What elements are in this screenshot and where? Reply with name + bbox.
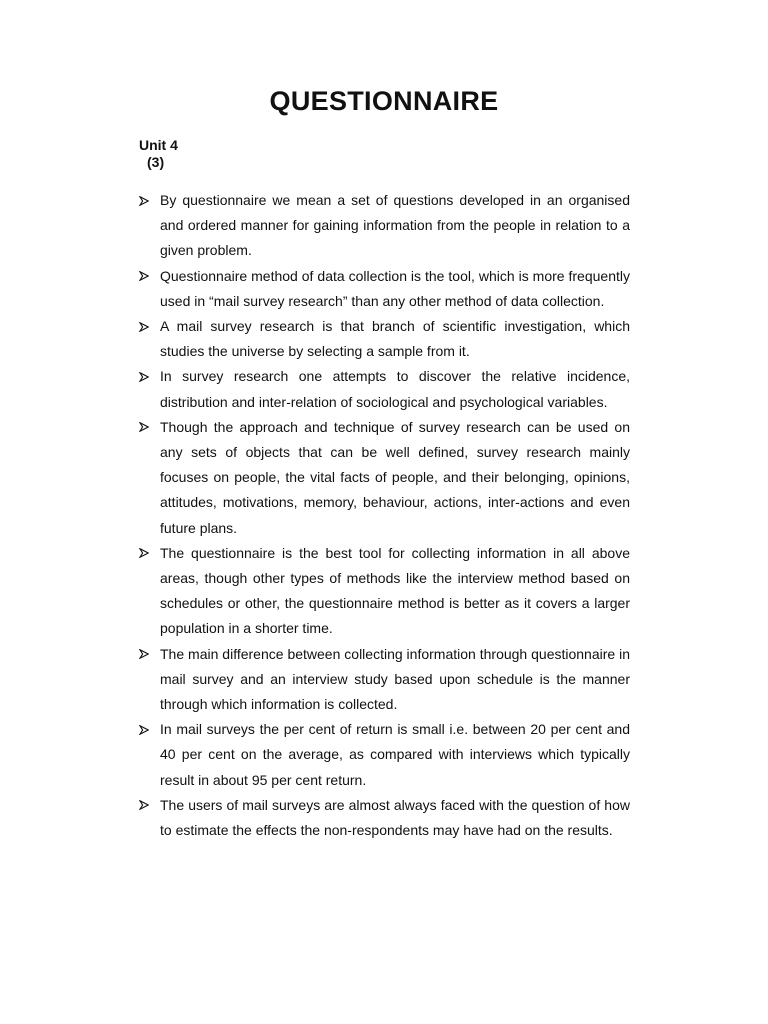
arrowhead-bullet-icon <box>139 717 151 742</box>
arrowhead-bullet-icon <box>139 415 151 440</box>
bullet-text: The users of mail surveys are almost always faced with the question of how to estimate the effects the non-respondents may have had on the results. <box>160 796 630 839</box>
bullet-text: Though the approach and technique of survey research can be used on any sets of objects that can be well defined, survey research mainly focuses on people, the vital facts of people, and their belonging, opinions, attitudes, motivations, memory, behaviour, actions, inter-actions and even future plans. <box>160 418 630 536</box>
bullet-text: A mail survey research is that branch of scientific investigation, which studies the universe by selecting a sample from it. <box>160 318 630 360</box>
arrowhead-bullet-icon <box>139 364 151 389</box>
unit-number: (3) <box>147 154 165 170</box>
bullet-item <box>139 642 630 718</box>
unit-heading <box>139 137 178 171</box>
bullet-text: In mail surveys the per cent of return is small i.e. between 20 per cent and 40 per cent on the average, as compared with interviews which typically result in about 95 per cent return. <box>160 721 630 788</box>
unit-label: Unit 4 <box>139 137 178 153</box>
bullet-item <box>139 364 630 414</box>
bullet-text: The main difference between collecting information through questionnaire in mail survey and an interview study based upon schedule is the manner through which information is collected. <box>160 645 630 713</box>
bullet-text: In survey research one attempts to discover the relative incidence, distribution and inter-relation of sociological and psychological variables. <box>160 368 630 410</box>
bullet-text: By questionnaire we mean a set of questions developed in an organised and ordered manner for gaining information from the people in relation to a given problem. <box>160 192 630 259</box>
bullet-item <box>139 188 630 264</box>
bullet-item <box>139 717 630 793</box>
bullet-text: Questionnaire method of data collection is the tool, which is more frequently used in “mail survey research” than any other method of data collection. <box>160 267 630 309</box>
arrowhead-bullet-icon <box>139 541 151 566</box>
arrowhead-bullet-icon <box>139 188 151 213</box>
bullet-item <box>139 314 630 364</box>
bullet-item <box>139 264 630 314</box>
page-title: QUESTIONNAIRE <box>269 86 499 116</box>
bullet-text: The questionnaire is the best tool for collecting information in all above areas, though other types of methods like the interview method based on schedules or other, the questionnaire method is better as it covers a larger population in a shorter time. <box>160 544 630 637</box>
arrowhead-bullet-icon <box>139 264 151 289</box>
bullet-item <box>139 793 630 843</box>
bullet-item <box>139 541 630 642</box>
arrowhead-bullet-icon <box>139 793 151 818</box>
bullet-list <box>139 188 630 843</box>
bullet-item <box>139 415 630 541</box>
arrowhead-bullet-icon <box>139 642 151 667</box>
arrowhead-bullet-icon <box>139 314 151 339</box>
